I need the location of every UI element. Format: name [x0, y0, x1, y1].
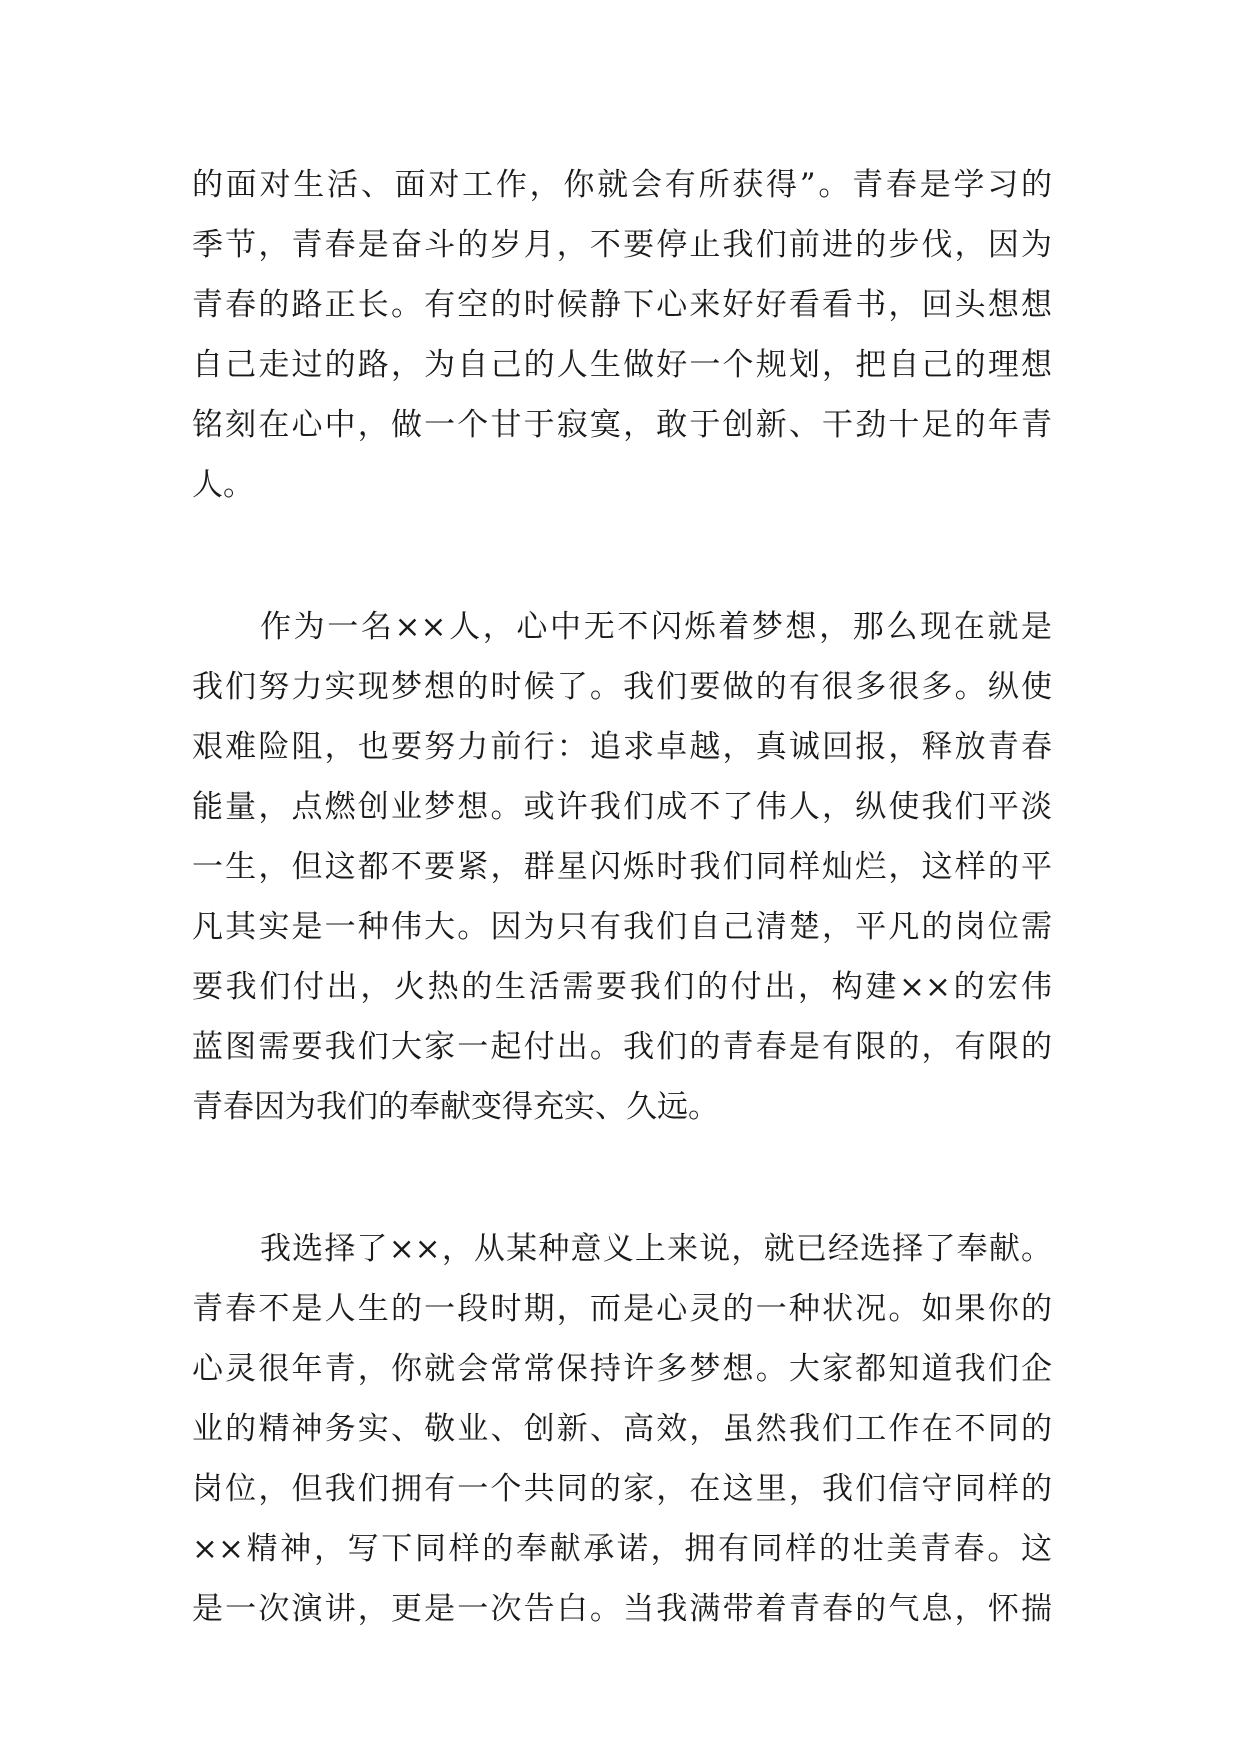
text-line: 青春因为我们的奉献变得充实、久远。 [192, 1089, 719, 1125]
text-line: 我们努力实现梦想的时候了。我们要做的有很多很多。纵使 [192, 669, 1052, 705]
text-line: 季节，青春是奋斗的岁月，不要停止我们前进的步伐，因为 [192, 227, 1052, 263]
text-line: 青春不是人生的一段时期，而是心灵的一种状况。如果你的 [192, 1291, 1052, 1327]
text-line: 岗位，但我们拥有一个共同的家，在这里，我们信守同样的 [192, 1471, 1052, 1507]
text-line: 蓝图需要我们大家一起付出。我们的青春是有限的，有限的 [192, 1029, 1052, 1065]
text-line: 铭刻在心中，做一个甘于寂寞，敢于创新、干劲十足的年青 [192, 407, 1052, 443]
paragraph-2 [192, 597, 1052, 1137]
text-line: 青春的路正长。有空的时候静下心来好好看看书，回头想想 [192, 287, 1052, 323]
text-line: 业的精神务实、敬业、创新、高效，虽然我们工作在不同的 [192, 1411, 1052, 1447]
paragraph-spacer [192, 1137, 1052, 1219]
document-page [192, 155, 1052, 1639]
text-line: 一生，但这都不要紧，群星闪烁时我们同样灿烂，这样的平 [192, 849, 1052, 885]
paragraph-3 [192, 1219, 1052, 1639]
text-line: ××精神，写下同样的奉献承诺，拥有同样的壮美青春。这 [192, 1531, 1052, 1567]
text-line: 艰难险阻，也要努力前行：追求卓越，真诚回报，释放青春 [192, 729, 1052, 765]
text-line: 作为一名××人，心中无不闪烁着梦想，那么现在就是 [260, 609, 1052, 645]
text-line: 要我们付出，火热的生活需要我们的付出，构建××的宏伟 [192, 969, 1052, 1005]
paragraph-1 [192, 155, 1052, 515]
text-line: 是一次演讲，更是一次告白。当我满带着青春的气息，怀揣 [192, 1591, 1052, 1627]
text-line: 凡其实是一种伟大。因为只有我们自己清楚，平凡的岗位需 [192, 909, 1052, 945]
text-line: 自己走过的路，为自己的人生做好一个规划，把自己的理想 [192, 347, 1052, 383]
text-line: 的面对生活、面对工作，你就会有所获得”。青春是学习的 [192, 167, 1052, 203]
text-line: 我选择了××，从某种意义上来说，就已经选择了奉献。 [260, 1231, 1052, 1267]
text-line: 能量，点燃创业梦想。或许我们成不了伟人，纵使我们平淡 [192, 789, 1052, 825]
text-line: 心灵很年青，你就会常常保持许多梦想。大家都知道我们企 [192, 1351, 1052, 1387]
paragraph-spacer [192, 515, 1052, 597]
text-line: 人。 [192, 467, 254, 503]
